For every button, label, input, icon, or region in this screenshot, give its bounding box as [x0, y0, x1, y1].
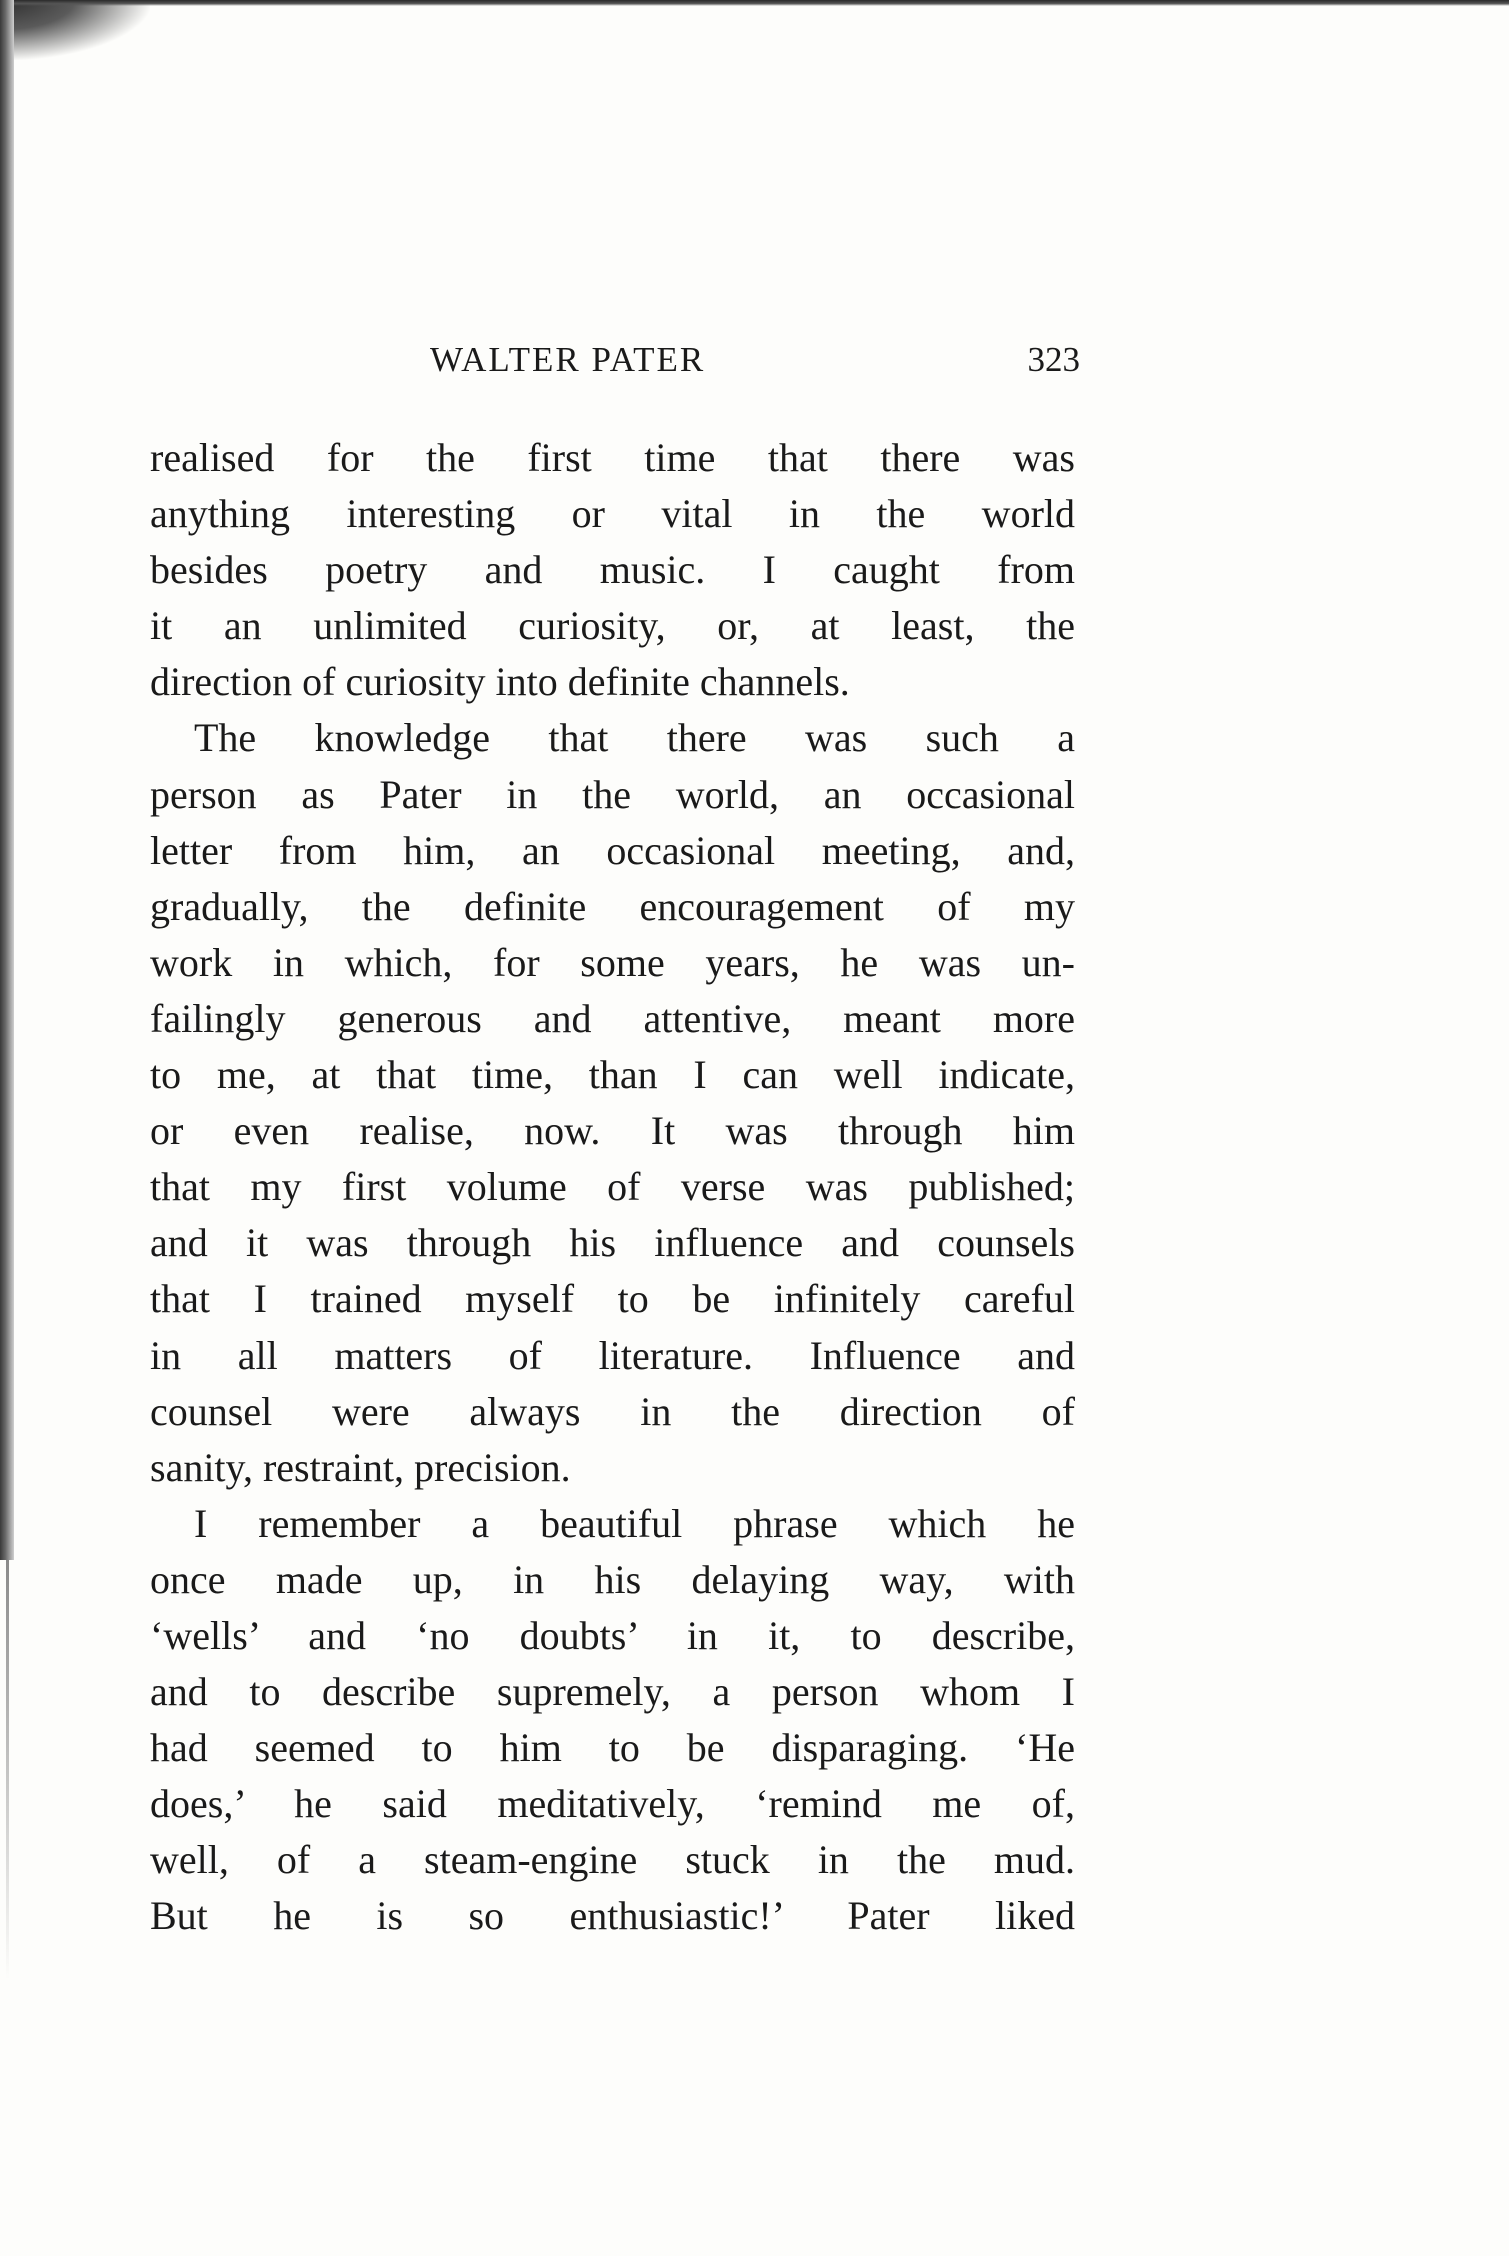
- text-line: person as Pater in the world, an occasional: [150, 771, 1075, 817]
- text-line: gradually, the definite encouragement of my: [150, 883, 1075, 929]
- text-line: well, of a steam-engine stuck in the mud.: [150, 1837, 1075, 1883]
- running-head-title: WALTER PATER: [430, 340, 706, 379]
- text-line: it an unlimited curiosity, or, at least, the: [150, 603, 1075, 649]
- text-line: that I trained myself to be infinitely careful: [150, 1276, 1075, 1322]
- paragraph: [150, 430, 1075, 710]
- scan-binding-edge: [0, 0, 14, 1560]
- text-line: had seemed to him to be disparaging. ‘He: [150, 1725, 1075, 1771]
- text-line: besides poetry and music. I caught from: [150, 547, 1075, 593]
- text-line: The knowledge that there was such a: [194, 715, 1075, 761]
- text-line: I remember a beautiful phrase which he: [194, 1500, 1075, 1546]
- text-line: counsel were always in the direction of: [150, 1388, 1075, 1434]
- text-line: once made up, in his delaying way, with: [150, 1556, 1075, 1602]
- text-line: and it was through his influence and counsels: [150, 1220, 1075, 1266]
- paragraph: [150, 1496, 1075, 1945]
- text-line: But he is so enthusiastic!’ Pater liked: [150, 1893, 1075, 1939]
- text-line: failingly generous and attentive, meant more: [150, 995, 1075, 1041]
- text-line: that my first volume of verse was published;: [150, 1164, 1075, 1210]
- text-line: letter from him, an occasional meeting, and,: [150, 827, 1075, 873]
- scan-binding-edge-lower: [6, 1560, 9, 1980]
- text-line: realised for the first time that there was: [150, 435, 1075, 480]
- text-line: to me, at that time, than I can well indicate,: [150, 1052, 1075, 1098]
- text-line: and to describe supremely, a person whom I: [150, 1669, 1075, 1715]
- text-line: anything interesting or vital in the world: [150, 491, 1075, 537]
- running-head: [150, 340, 1080, 400]
- text-line: in all matters of literature. Influence and: [150, 1332, 1075, 1378]
- body-text: [150, 430, 1075, 1945]
- text-line: direction of curiosity into definite channels.: [150, 659, 850, 705]
- page-number: 323: [1027, 340, 1080, 379]
- text-line: sanity, restraint, precision.: [150, 1444, 571, 1490]
- scan-top-edge: [0, 0, 1509, 6]
- text-line: or even realise, now. It was through him: [150, 1108, 1075, 1154]
- paragraph: [150, 710, 1075, 1495]
- scan-corner-shadow: [0, 0, 150, 60]
- text-line: ‘wells’ and ‘no doubts’ in it, to describe,: [150, 1612, 1075, 1658]
- text-line: work in which, for some years, he was un-: [150, 939, 1075, 985]
- text-line: does,’ he said meditatively, ‘remind me of,: [150, 1781, 1075, 1827]
